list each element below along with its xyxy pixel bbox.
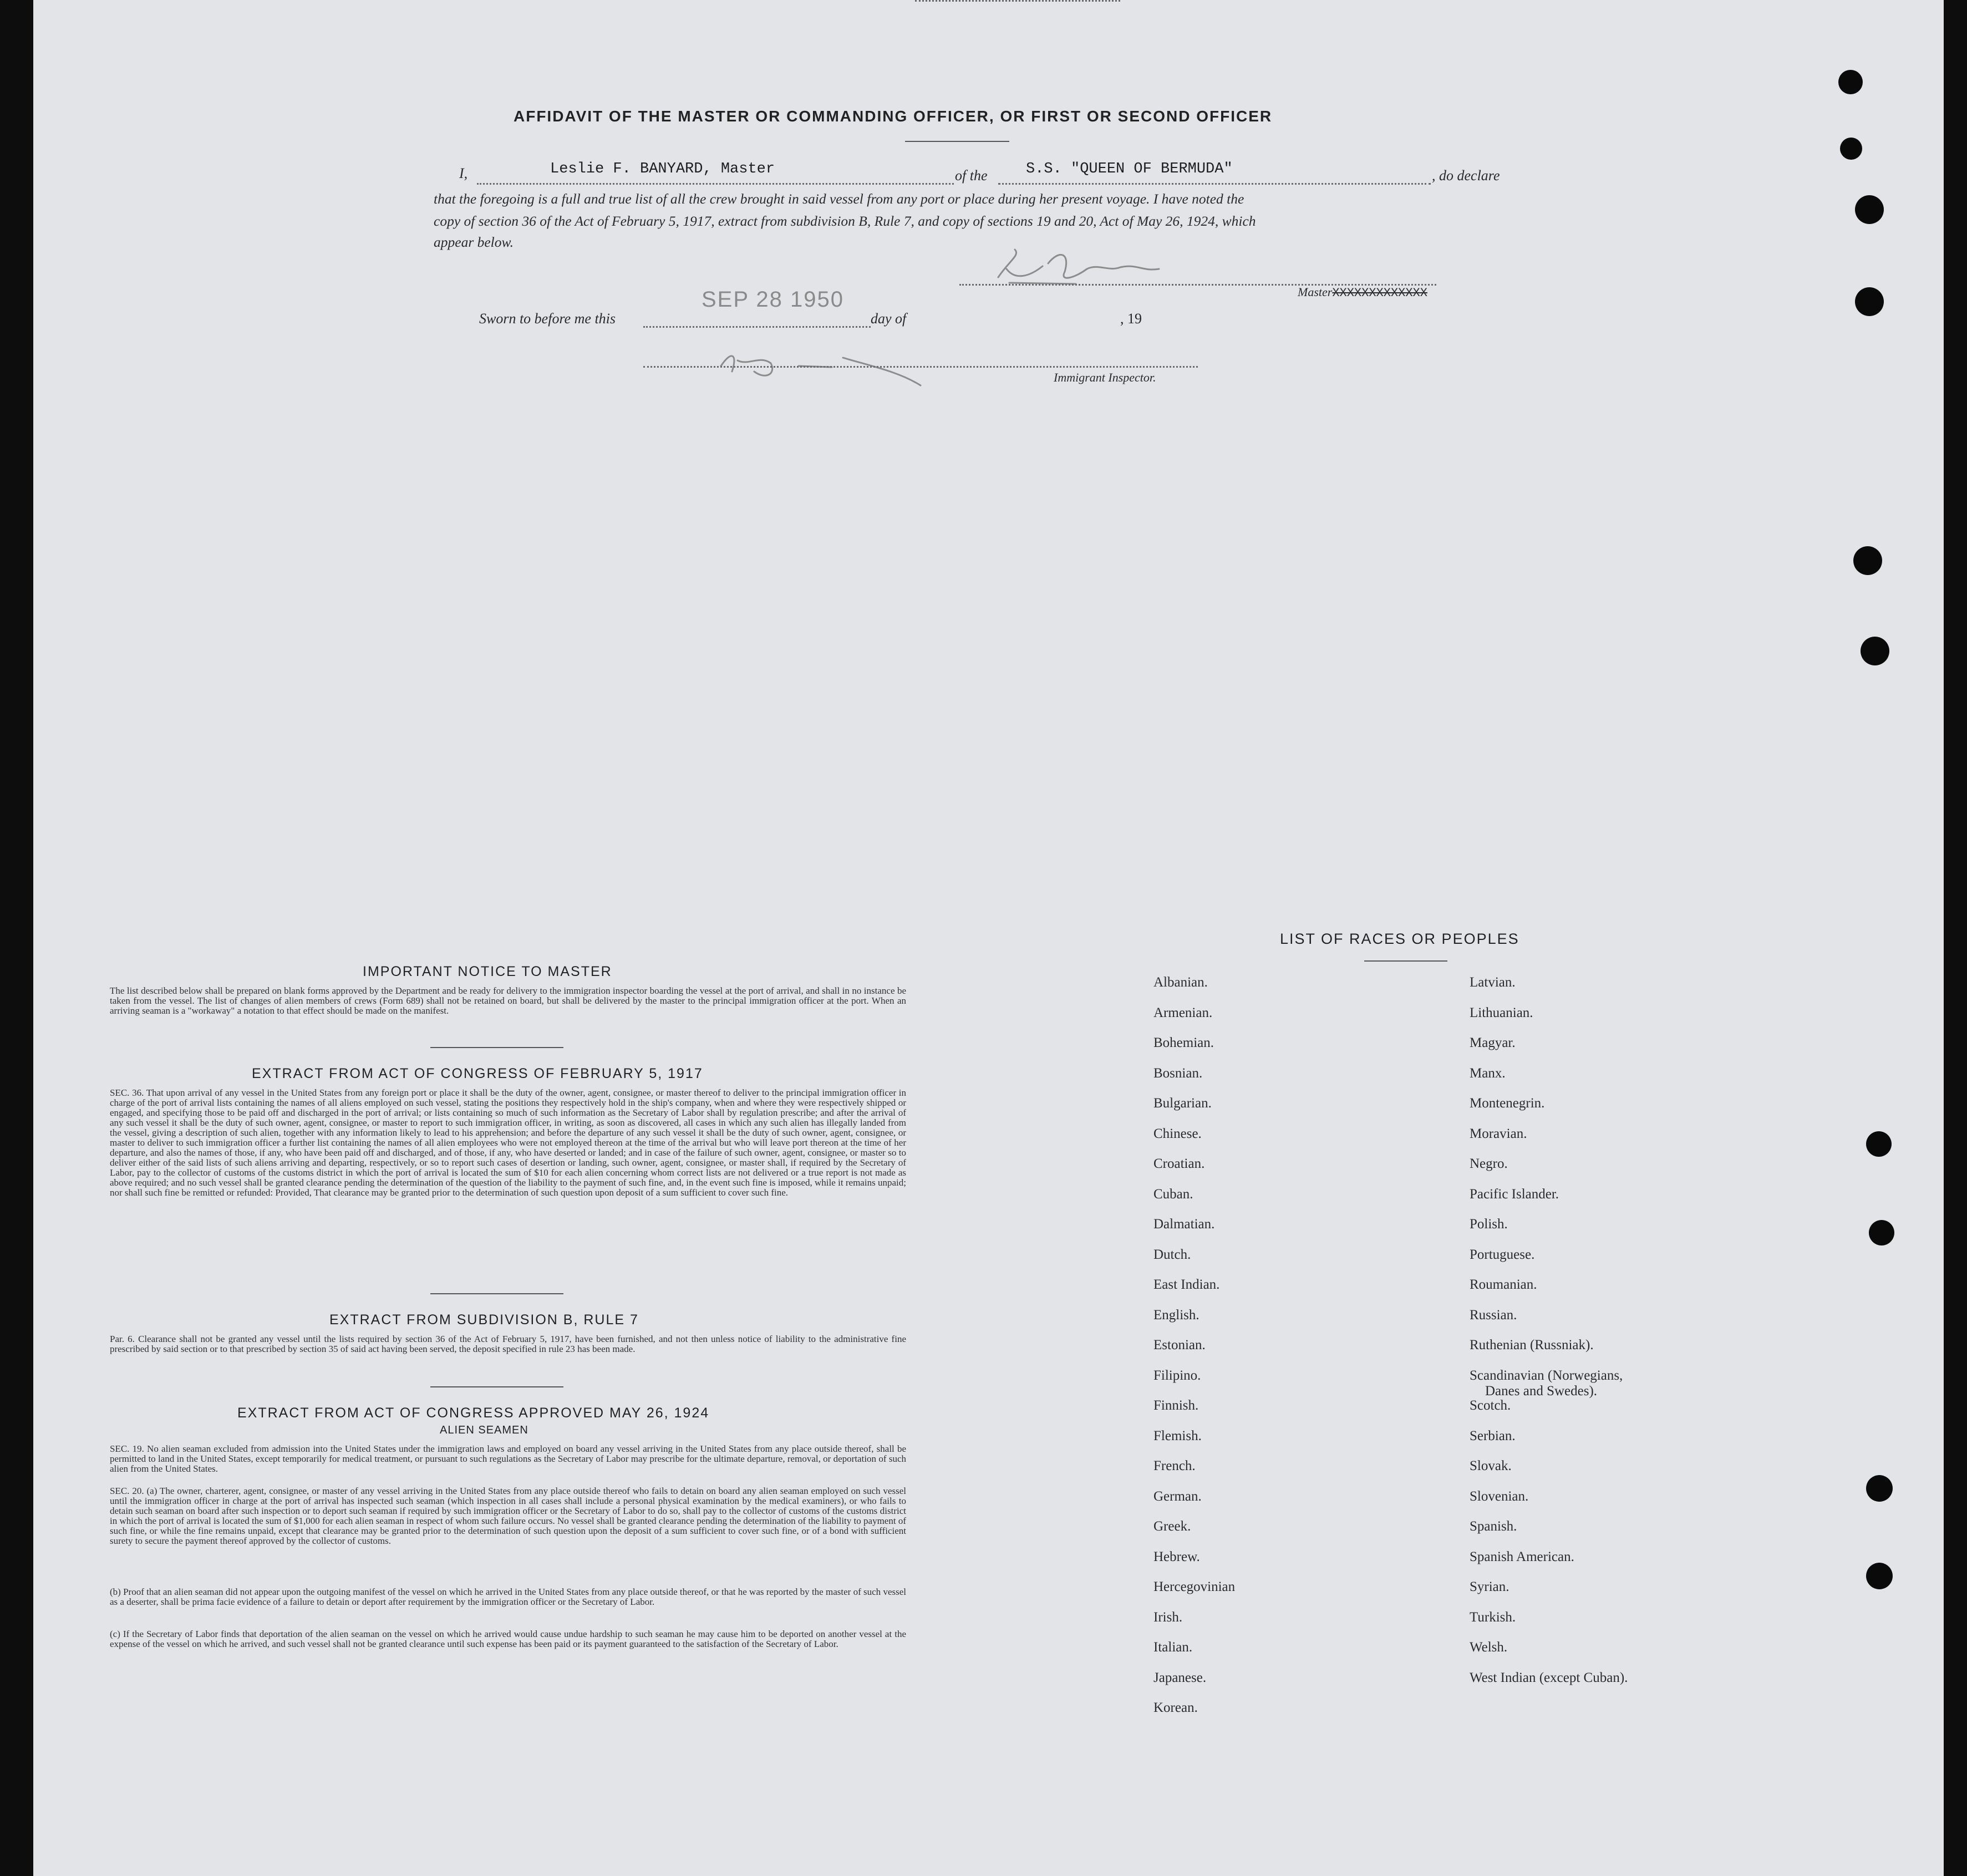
race-item: Latvian.: [1470, 975, 1516, 990]
race-item: Dutch.: [1153, 1247, 1191, 1262]
race-item: Korean.: [1153, 1700, 1198, 1715]
affidavit-line-4: appear below.: [434, 234, 514, 250]
race-item-continuation: Danes and Swedes).: [1485, 1384, 1598, 1399]
of-the-label: of the: [955, 167, 988, 184]
race-item: Negro.: [1470, 1156, 1508, 1171]
race-item: French.: [1153, 1458, 1196, 1473]
sec20a-text: SEC. 20. (a) The owner, charterer, agent, consignee, or master of any vessel arriving in the United States from any place outside thereof who fails to detain on board any alien seaman employed on such vessel until the immigration officer in charge at the port of arrival has inspected such seaman (which inspection in all cases shall include a personal physical examination by the medical examiners), or who fails to detain such seaman on board after such inspection or to deport such seaman if required by such immigration officer or the Secretary of Labor to do so, shall pay to the collector of customs of the customs district in which the port of arrival is located the sum of $1,000 for each alien seaman in respect of whom such failure occurs. No vessel shall be granted clearance pending the determination of the liability to payment of such fine, or while the fine remains unpaid, except that clearance may be granted prior to the determination of such question upon the deposit of a sum sufficient to cover such fine, or of a bond with sufficient surety to secure the payment thereof approved by the collector of customs.: [110, 1486, 906, 1546]
inspector-signature: [688, 333, 954, 388]
punch-hole: [1866, 1131, 1892, 1157]
section-rule: [430, 1293, 563, 1294]
month-line: [915, 0, 1120, 2]
sworn-date-line: [643, 326, 871, 328]
race-item: Lithuanian.: [1470, 1005, 1533, 1020]
affidavit-title: AFFIDAVIT OF THE MASTER OR COMMANDING OFFICER, OR FIRST OR SECOND OFFICER: [514, 108, 1273, 125]
race-item: Serbian.: [1470, 1428, 1516, 1443]
do-declare-label: , do declare: [1432, 167, 1500, 184]
punch-hole: [1840, 138, 1862, 160]
race-item: German.: [1153, 1489, 1202, 1504]
race-item: Portuguese.: [1470, 1247, 1535, 1262]
race-item: Hercegovinian: [1153, 1579, 1236, 1594]
race-item: Cuban.: [1153, 1187, 1193, 1202]
notice-text: The list described below shall be prepared on blank forms approved by the Department and be ready for delivery to the immigration inspector boarding the vessel at the port of arrival, and shall in no instance be taken from the vessel. The list of changes of alien members of crews (Form 689) shall not be retained on board, but shall be delivered by the master to the principal immigration officer at the port. When an arriving seaman is a "workaway" a notation to that effect should be made on the manifest.: [110, 985, 906, 1016]
race-item: Spanish American.: [1470, 1549, 1574, 1564]
section-rule: [430, 1047, 563, 1048]
punch-hole: [1861, 637, 1889, 665]
race-item: Chinese.: [1153, 1126, 1202, 1141]
race-item: Russian.: [1470, 1308, 1517, 1323]
races-title: LIST OF RACES OR PEOPLES: [1280, 931, 1519, 947]
race-item: Slovenian.: [1470, 1489, 1529, 1504]
punch-hole: [1866, 1475, 1893, 1502]
race-item: Italian.: [1153, 1640, 1193, 1655]
master-signature: [976, 238, 1209, 294]
race-item: English.: [1153, 1308, 1199, 1323]
race-item: Croatian.: [1153, 1156, 1205, 1171]
manifest-page: [33, 0, 1944, 1876]
master-label: MasterXXXXXXXXXXXXX: [1298, 285, 1427, 300]
inspector-label: Immigrant Inspector.: [1054, 370, 1156, 384]
race-item: Greek.: [1153, 1519, 1191, 1534]
race-item: Scandinavian (Norwegians,: [1470, 1368, 1623, 1383]
affidavit-line-3: copy of section 36 of the Act of February 5, 1917, extract from subdivision B, Rule 7, and copy of sections 19 and 20, Act of May 26, 1924, which: [434, 213, 1256, 229]
race-item: Polish.: [1470, 1217, 1508, 1232]
race-item: Bulgarian.: [1153, 1096, 1212, 1111]
alien-seamen-subtitle: ALIEN SEAMEN: [440, 1424, 528, 1436]
race-item: Slovak.: [1470, 1458, 1512, 1473]
punch-hole: [1855, 287, 1884, 316]
race-item: Bohemian.: [1153, 1035, 1214, 1050]
extract-1917-text: SEC. 36. That upon arrival of any vessel in the United States from any foreign port or place it shall be the duty of the owner, agent, consignee, or master thereof to deliver to the principal immigration officer in charge of the port of arrival lists containing the names of all aliens employed on such vessel, stating the positions they respectively hold in the ship's company, when and where they were respectively shipped or engaged, and specifying those to be paid off and discharged in the port of arrival; or lists containing so much of such information as the Secretary of Labor shall by regulation prescribe; and after the arrival of any such vessel it shall be the duty of such owner, agent, consignee, or master to report to such immigration officer, in writing, as soon as discovered, all cases in which any such alien has illegally landed from the vessel, giving a description of such alien, together with any information likely to lead to his apprehension; and before the departure of any such vessel it shall be the duty of such owner, agent, consignee, or master to deliver to such immigration officer a further list containing the names of all alien employees who were not employed thereon at the time of the arrival but who will leave port thereon at the time of her departure, and also the names of those, if any, who have been paid off and discharged, and of those, if any, who have deserted or landed; and in case of the failure of such owner, agent, consignee, or master so to deliver either of the said lists of such aliens arriving and departing, respectively, or so to report such cases of desertion or landing, such owner, agent, consignee, or master shall, if required by the Secretary of Labor, pay to the collector of customs of the customs district in which the port of arrival is located the sum of $10 for each alien concerning whom correct lists are not delivered or a true report is not made as above required; and no such vessel shall be granted clearance pending the determination of the question of the liability to the payment of such fine, and, in the event such fine is imposed, while it remains unpaid; nor shall such fine be remitted or refunded: Provided, That clearance may be granted prior to the determination of such question upon deposit of a sum sufficient to cover such fine.: [110, 1087, 906, 1198]
race-item: Turkish.: [1470, 1610, 1516, 1625]
punch-hole: [1853, 546, 1882, 575]
rule7-text: Par. 6. Clearance shall not be granted any vessel until the lists required by section 36 of the Act of February 5, 1917, have been furnished, and not then unless notice of liability to the administrative fine prescribed by said section or to that prescribed by section 35 of said act having been served, the deposit specified in rule 23 has been made.: [110, 1334, 906, 1354]
race-item: Syrian.: [1470, 1579, 1509, 1594]
race-item: Roumanian.: [1470, 1277, 1537, 1292]
affidavit-line-2: that the foregoing is a full and true list of all the crew brought in said vessel from any port or place during her present voyage. I have noted the: [434, 191, 1244, 207]
sec19-text: SEC. 19. No alien seaman excluded from admission into the United States under the immigration laws and employed on board any vessel arriving in the United States from any place outside thereof, shall be permitted to land in the United States, except temporarily for medical treatment, or pursuant to such regulations as the Secretary of Labor may prescribe for the ultimate departure, removal, or deportation of such alien from the United States.: [110, 1443, 906, 1474]
race-item: Estonian.: [1153, 1338, 1206, 1353]
section-rule: [430, 1386, 563, 1387]
punch-hole: [1838, 70, 1863, 94]
race-item: Irish.: [1153, 1610, 1183, 1625]
race-item: Bosnian.: [1153, 1066, 1203, 1081]
date-stamp: SEP 28 1950: [702, 287, 845, 312]
race-item: Spanish.: [1470, 1519, 1517, 1534]
race-item: Scotch.: [1470, 1398, 1511, 1413]
race-item: East Indian.: [1153, 1277, 1220, 1292]
sec20b-text: (b) Proof that an alien seaman did not appear upon the outgoing manifest of the vessel on which he arrived in the United States from any place outside thereof, or that he was reported by the master of such vessel as a deserter, shall be prima facie evidence of a failure to detain or deport after requirement by the immigration officer or the Secretary of Labor.: [110, 1587, 906, 1607]
race-item: Ruthenian (Russniak).: [1470, 1338, 1594, 1353]
punch-hole: [1855, 195, 1884, 224]
sworn-label: Sworn to before me this: [479, 311, 616, 327]
punch-hole: [1866, 1563, 1893, 1589]
extract-1924-title: EXTRACT FROM ACT OF CONGRESS APPROVED MAY 26, 1924: [237, 1405, 710, 1421]
master-name-line: [477, 183, 954, 185]
race-item: Filipino.: [1153, 1368, 1201, 1383]
race-item: Albanian.: [1153, 975, 1208, 990]
title-rule: [905, 141, 1009, 142]
vessel-name-field: S.S. "QUEEN OF BERMUDA": [1026, 161, 1233, 177]
race-item: Hebrew.: [1153, 1549, 1200, 1564]
notice-title: IMPORTANT NOTICE TO MASTER: [363, 964, 612, 979]
race-item: Welsh.: [1470, 1640, 1508, 1655]
race-item: Moravian.: [1470, 1126, 1527, 1141]
i-label: I,: [459, 165, 468, 181]
day-of-label: day of: [871, 311, 907, 327]
sec20c-text: (c) If the Secretary of Labor finds that deportation of the alien seaman on the vessel on which he arrived would cause undue hardship to such seaman he may cause him to be deported on another vessel at the expense of the vessel on which he arrived, and such vessel shall not be granted clearance until such expense has been paid or its payment guaranteed to the satisfaction of the Secretary of Labor.: [110, 1629, 906, 1649]
rule7-title: EXTRACT FROM SUBDIVISION B, RULE 7: [329, 1312, 639, 1328]
race-item: Finnish.: [1153, 1398, 1199, 1413]
punch-hole: [1869, 1220, 1894, 1245]
race-item: Pacific Islander.: [1470, 1187, 1559, 1202]
struck-title: XXXXXXXXXXXXX: [1332, 286, 1427, 300]
extract-1917-title: EXTRACT FROM ACT OF CONGRESS OF FEBRUARY 5, 1917: [252, 1066, 703, 1081]
race-item: Magyar.: [1470, 1035, 1516, 1050]
race-item: Montenegrin.: [1470, 1096, 1545, 1111]
master-name-field: Leslie F. BANYARD, Master: [550, 161, 775, 177]
race-item: Japanese.: [1153, 1670, 1207, 1685]
race-item: Flemish.: [1153, 1428, 1202, 1443]
race-item: Armenian.: [1153, 1005, 1213, 1020]
year-prefix: , 19: [1120, 311, 1142, 327]
inspector-signature-line: [643, 366, 1198, 368]
races-title-rule: [1364, 960, 1447, 962]
race-item: Manx.: [1470, 1066, 1506, 1081]
race-item: Dalmatian.: [1153, 1217, 1215, 1232]
vessel-line: [998, 183, 1431, 185]
race-item: West Indian (except Cuban).: [1470, 1670, 1628, 1685]
